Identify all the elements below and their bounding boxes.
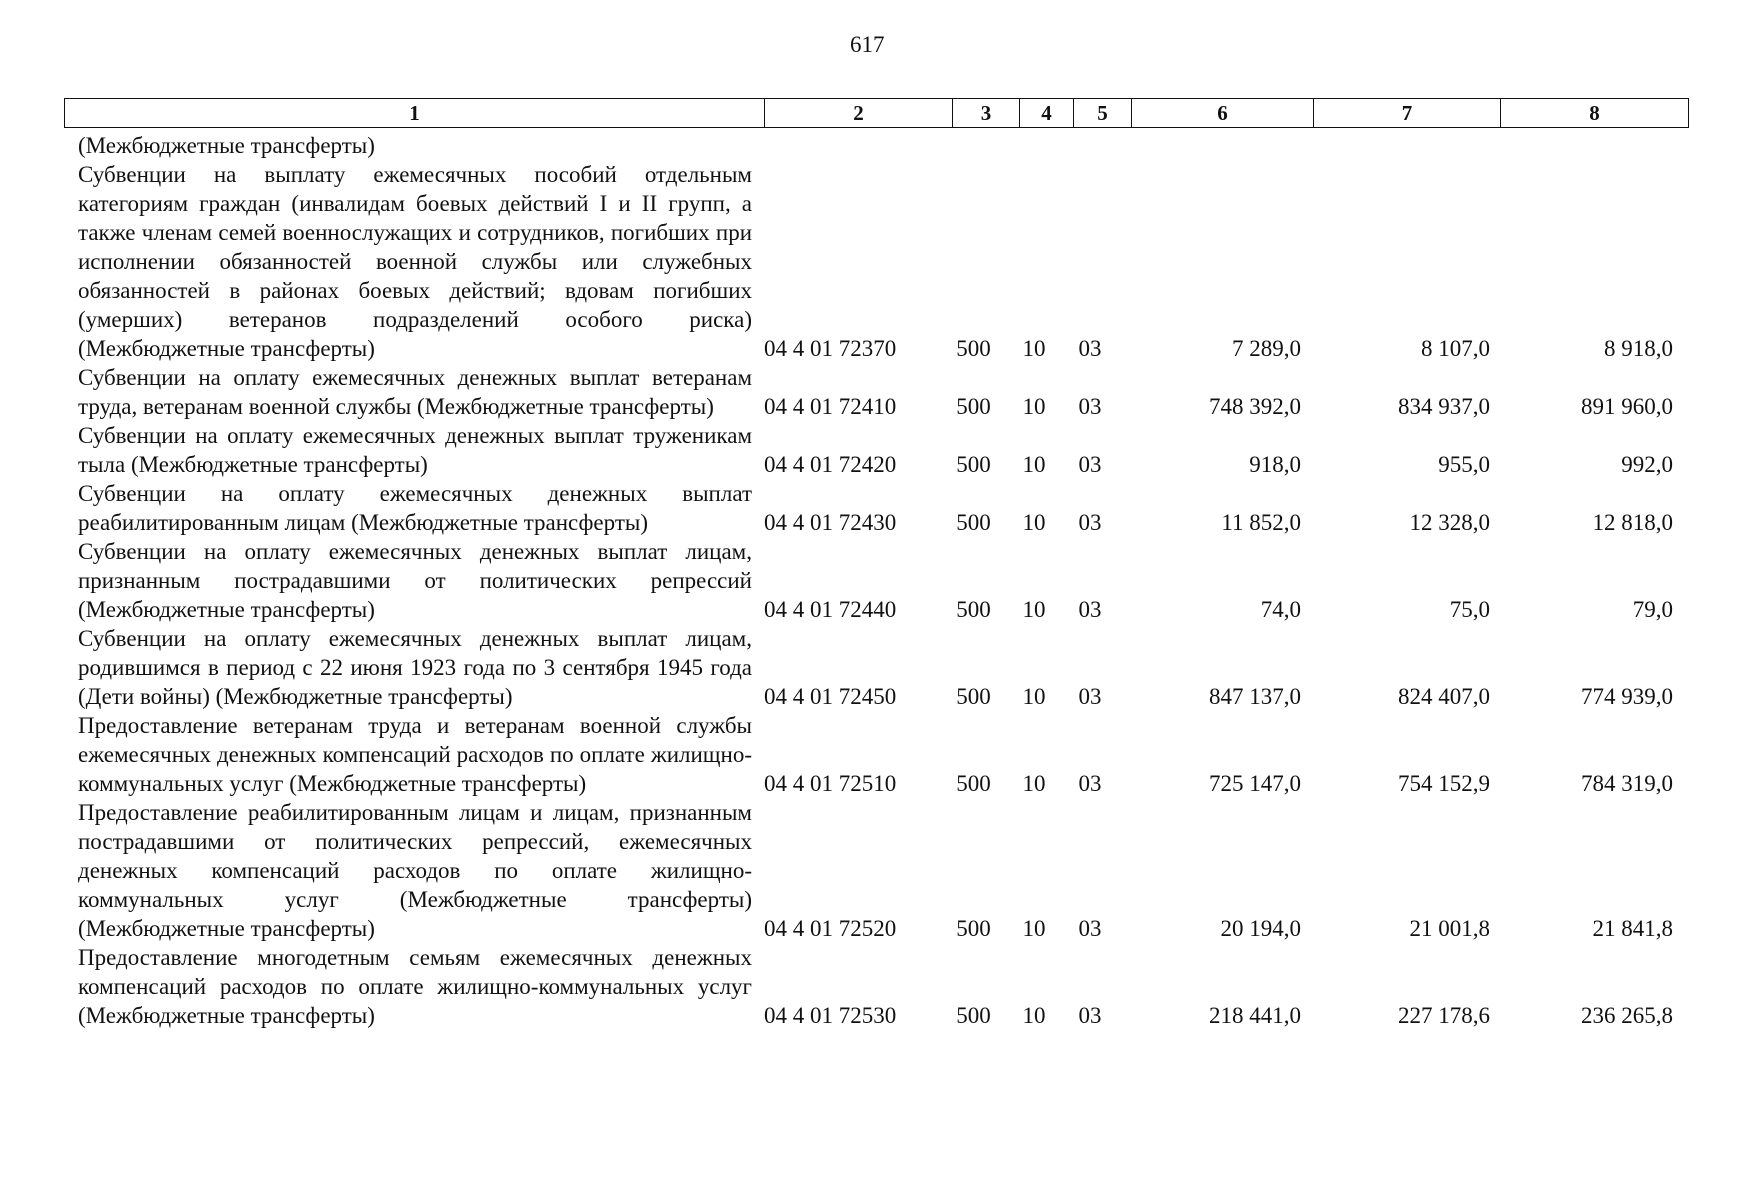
- row-value-6: 218 441,0: [1209, 1003, 1301, 1028]
- row-value-8: 992,0: [1621, 452, 1673, 477]
- row-value-8: 79,0: [1632, 597, 1673, 622]
- header-col-5: 5: [1074, 99, 1132, 127]
- row-value-7: 834 937,0: [1398, 394, 1490, 419]
- row-section: 10: [1022, 336, 1046, 361]
- page-number: 617: [850, 32, 885, 57]
- row-type: 500: [956, 684, 991, 709]
- row-type: 500: [956, 452, 991, 477]
- header-col-8: 8: [1589, 100, 1600, 125]
- row-value-7: 12 328,0: [1409, 510, 1490, 535]
- row-value-6: 918,0: [1249, 452, 1301, 477]
- row-code: 04 4 01 72430: [764, 510, 897, 535]
- row-code: 04 4 01 72510: [764, 771, 897, 796]
- table-row: [64, 363, 1689, 421]
- row-value-7: 754 152,9: [1398, 771, 1490, 796]
- row-value-7: 824 407,0: [1398, 684, 1490, 709]
- row-description: Предоставление реабилитированным лицам и лицам, признанным пострадавшими от политических репрессий, ежемесячных денежных компенсаций расходов по оплате жилищно-коммунальных услуг (Межбюджетные трансферты) (Межбюджетные трансферты): [78, 800, 752, 941]
- row-subsection: 03: [1078, 336, 1102, 361]
- row-code: 04 4 01 72370: [764, 336, 897, 361]
- row-code: 04 4 01 72530: [764, 1003, 897, 1028]
- row-value-6: 11 852,0: [1221, 510, 1301, 535]
- header-col-2: 2: [765, 99, 953, 127]
- row-value-6: 847 137,0: [1209, 684, 1301, 709]
- row-section: 10: [1022, 510, 1046, 535]
- row-subsection: 03: [1078, 771, 1102, 796]
- row-value-6: 7 289,0: [1232, 336, 1301, 361]
- row-code: 04 4 01 72520: [764, 916, 897, 941]
- header-col-7: 7: [1314, 99, 1501, 127]
- row-value-8: 891 960,0: [1581, 394, 1673, 419]
- row-code: 04 4 01 72420: [764, 452, 897, 477]
- row-code: 04 4 01 72410: [764, 394, 897, 419]
- row-subsection: 03: [1078, 510, 1102, 535]
- row-value-8: 236 265,8: [1581, 1003, 1673, 1028]
- row-subsection: 03: [1078, 452, 1102, 477]
- row-value-8: 8 918,0: [1604, 336, 1673, 361]
- row-section: 10: [1022, 771, 1046, 796]
- table-row: [64, 624, 1689, 711]
- table-row: [64, 479, 1689, 537]
- table-row: [64, 943, 1689, 1030]
- row-section: 10: [1022, 597, 1046, 622]
- row-value-7: 955,0: [1438, 452, 1490, 477]
- table-body: [64, 160, 1689, 1030]
- row-description: Субвенции на оплату ежемесячных денежных выплат ветеранам труда, ветеранам военной службы (Межбюджетные трансферты): [78, 365, 752, 419]
- row-description: Субвенции на выплату ежемесячных пособий отдельным категориям граждан (инвалидам боевых действий I и II групп, а также членам семей военнослужащих и сотрудников, погибших при исполнении обязанностей военной службы или служебных обязанностей в районах боевых действий; вдовам погибших (умерших) ветеранов подразделений особого риска) (Межбюджетные трансферты): [78, 162, 752, 361]
- header-col-6: 6: [1132, 99, 1314, 127]
- row-section: 10: [1022, 452, 1046, 477]
- row-type: 500: [956, 510, 991, 535]
- row-type: 500: [956, 771, 991, 796]
- row-description: Предоставление ветеранам труда и ветеранам военной службы ежемесячных денежных компенсаций расходов по оплате жилищно-коммунальных услуг (Межбюджетные трансферты): [78, 713, 752, 796]
- header-col-1: 1: [65, 99, 765, 127]
- row-value-6: 748 392,0: [1209, 394, 1301, 419]
- row-description: Субвенции на оплату ежемесячных денежных выплат лицам, признанным пострадавшими от политических репрессий (Межбюджетные трансферты): [78, 539, 752, 622]
- row-value-6: 725 147,0: [1209, 771, 1301, 796]
- row-section: 10: [1022, 1003, 1046, 1028]
- row-type: 500: [956, 1003, 991, 1028]
- row-value-6: 74,0: [1260, 597, 1301, 622]
- row-code: 04 4 01 72450: [764, 684, 897, 709]
- table-row: [64, 711, 1689, 798]
- row-subsection: 03: [1078, 684, 1102, 709]
- row-type: 500: [956, 597, 991, 622]
- row-value-6: 20 194,0: [1220, 916, 1301, 941]
- row-section: 10: [1022, 916, 1046, 941]
- row-value-7: 21 001,8: [1409, 916, 1490, 941]
- row-section: 10: [1022, 684, 1046, 709]
- row-value-8: 774 939,0: [1581, 684, 1673, 709]
- table-row: [64, 537, 1689, 624]
- row-type: 500: [956, 916, 991, 941]
- header-col-3: 3: [953, 99, 1020, 127]
- row-section: 10: [1022, 394, 1046, 419]
- row-value-8: 784 319,0: [1581, 771, 1673, 796]
- row-value-8: 21 841,8: [1592, 916, 1673, 941]
- row-description: Предоставление многодетным семьям ежемесячных денежных компенсаций расходов по оплате жилищно-коммунальных услуг (Межбюджетные трансферты): [78, 945, 752, 1028]
- row-description: Субвенции на оплату ежемесячных денежных выплат лицам, родившимся в период с 22 июня 1923 года по 3 сентября 1945 года (Дети войны) (Межбюджетные трансферты): [78, 626, 752, 709]
- row-subsection: 03: [1078, 916, 1102, 941]
- row-description: Субвенции на оплату ежемесячных денежных выплат труженикам тыла (Межбюджетные трансферты): [78, 423, 752, 477]
- row-value-8: 12 818,0: [1592, 510, 1673, 535]
- row-value-7: 75,0: [1449, 597, 1490, 622]
- table-row: [64, 160, 1689, 363]
- row-description: Субвенции на оплату ежемесячных денежных выплат реабилитированным лицам (Межбюджетные трансферты): [78, 481, 752, 535]
- row-subsection: 03: [1078, 394, 1102, 419]
- table-row: [64, 421, 1689, 479]
- header-col-4: 4: [1020, 99, 1074, 127]
- table-row: [64, 798, 1689, 943]
- row-value-7: 8 107,0: [1421, 336, 1490, 361]
- table-header: [64, 98, 1689, 128]
- row-subsection: 03: [1078, 597, 1102, 622]
- row-value-7: 227 178,6: [1398, 1003, 1490, 1028]
- row-code: 04 4 01 72440: [764, 597, 897, 622]
- intro-text: (Межбюджетные трансферты): [78, 133, 375, 158]
- row-type: 500: [956, 336, 991, 361]
- row-subsection: 03: [1078, 1003, 1102, 1028]
- row-type: 500: [956, 394, 991, 419]
